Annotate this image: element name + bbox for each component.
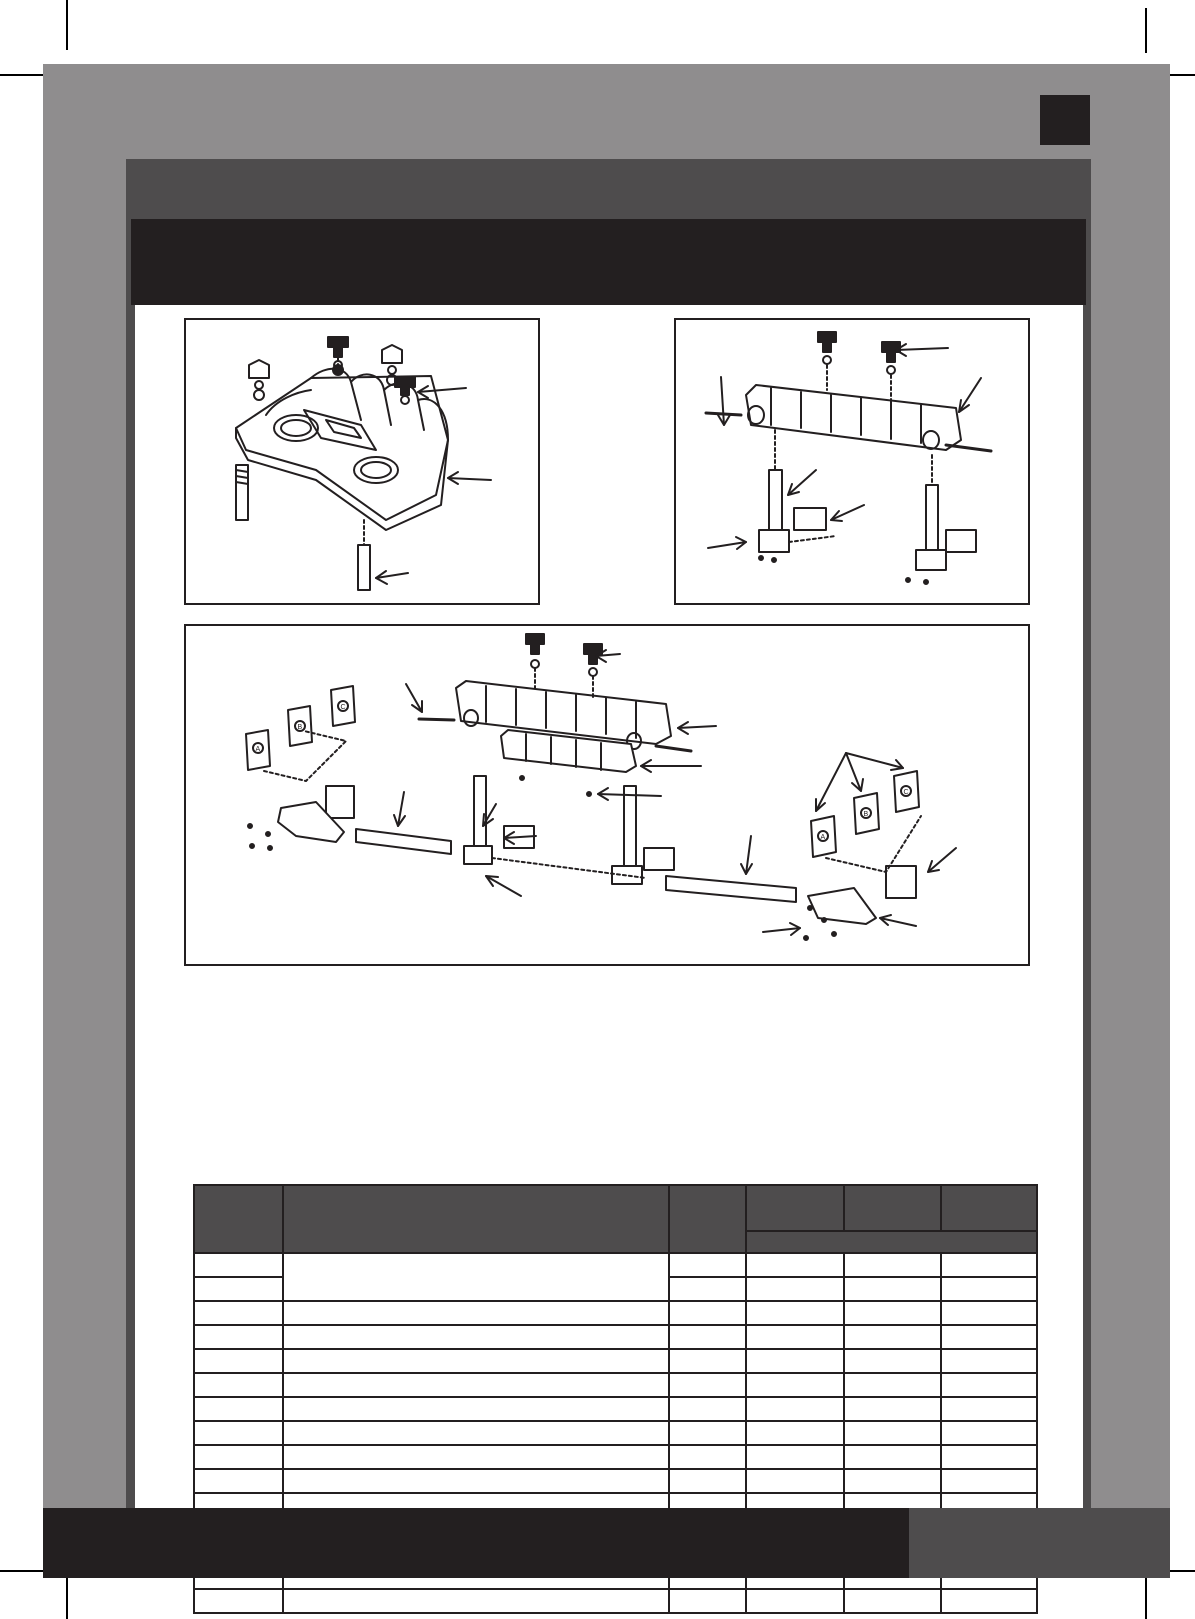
header-ref-no: [194, 1185, 283, 1253]
label-b-right: B: [863, 811, 869, 818]
crop-mark: [66, 0, 68, 50]
panel-header: [126, 159, 1091, 219]
header-col-6: [941, 1185, 1037, 1231]
label-c-left: C: [340, 704, 346, 711]
crop-mark: [1145, 8, 1147, 53]
label-c-right: C: [903, 789, 909, 796]
footer-tab: [909, 1508, 1170, 1578]
label-a-left: A: [255, 746, 261, 753]
table-row: [194, 1445, 1037, 1469]
figure-handlebar-assembly: [674, 318, 1030, 605]
header-description: [283, 1185, 669, 1253]
table-row: [194, 1325, 1037, 1349]
table-row: [194, 1373, 1037, 1397]
figure-tray-assembly: [184, 318, 540, 605]
content-area: [135, 305, 1083, 1518]
table-row: [194, 1469, 1037, 1493]
figure-full-assembly: [184, 624, 1030, 966]
page-number-box: [1040, 95, 1090, 145]
table-row: [194, 1397, 1037, 1421]
header-qty: [669, 1185, 747, 1253]
table-row: [194, 1589, 1037, 1613]
label-b-left: B: [297, 724, 303, 731]
table-row: [194, 1301, 1037, 1325]
handlebar-diagram: [676, 320, 1028, 603]
table-row: [194, 1421, 1037, 1445]
header-part-no-group: [746, 1231, 1037, 1253]
crop-mark: [66, 1578, 68, 1619]
full-assembly-diagram: [186, 626, 1028, 964]
footer-bar: [43, 1508, 909, 1578]
parts-table-header: [194, 1185, 1037, 1231]
tray-diagram: [186, 320, 538, 603]
header-col-5: [844, 1185, 941, 1231]
label-a-right: A: [820, 834, 826, 841]
content-panel: [126, 159, 1091, 1523]
crop-mark: [1145, 1578, 1147, 1619]
header-col-4: [746, 1185, 843, 1231]
table-row: [194, 1349, 1037, 1373]
table-row: [194, 1253, 1037, 1277]
section-title-bar: [131, 219, 1086, 305]
